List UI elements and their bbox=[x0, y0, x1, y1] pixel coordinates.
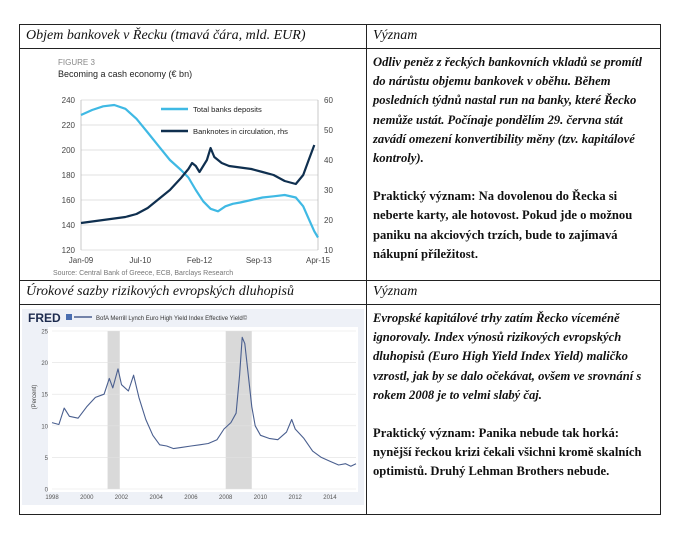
chart2-ytick: 5 bbox=[44, 455, 48, 462]
chart1-xtick: Jan-09 bbox=[68, 256, 94, 265]
chart2-ytick: 15 bbox=[41, 392, 48, 399]
row2-paragraph2: Praktický význam: Panika nebude tak horká: nynější řeckou krizi čekali všichni kromě skalních optimistů. Druhý Lehman Brothers nebude. bbox=[373, 426, 642, 479]
chart2-ytick: 25 bbox=[41, 329, 48, 336]
chart2-xtick: 2012 bbox=[288, 495, 302, 501]
fred-chart bbox=[22, 309, 364, 505]
chart2-ylabel: (Percent) bbox=[32, 384, 38, 410]
chart1-xtick: Apr-15 bbox=[305, 256, 331, 265]
row1-paragraph1: Odliv peněz z řeckých bankovních vkladů se promítl do nárůstu objemu bankovek v oběhu. Během posledních týdnů nastal run na banky, které Řecko nemůže ustát. Počínaje pondělím 29. června stát zavádí omezení konvertibility měny (tzv. kapitálové kontroly). bbox=[373, 55, 643, 166]
legend-banknotes: Banknotes in circulation, rhs bbox=[193, 127, 288, 136]
chart1-ytick-right: 50 bbox=[324, 126, 333, 135]
chart2-xtick: 2010 bbox=[253, 495, 268, 501]
chart2-xtick: 2004 bbox=[149, 495, 163, 501]
chart2-ytick: 0 bbox=[44, 487, 48, 494]
legend-total-deposits: Total banks deposits bbox=[193, 105, 262, 114]
row1-chart-cell bbox=[20, 49, 367, 281]
chart2-xtick: 2006 bbox=[184, 495, 198, 501]
banknotes-chart bbox=[23, 50, 363, 278]
row2-text-cell bbox=[367, 305, 661, 515]
recession-band bbox=[108, 331, 120, 489]
chart1-ytick-right: 30 bbox=[324, 186, 333, 195]
chart1-ytick-right: 20 bbox=[324, 216, 333, 225]
row2-left-header bbox=[20, 281, 367, 305]
chart2-ytick: 10 bbox=[41, 424, 48, 431]
chart1-xtick: Feb-12 bbox=[186, 256, 213, 265]
chart1-ytick-right: 60 bbox=[324, 96, 333, 105]
fred-logo: FRED bbox=[28, 311, 61, 325]
chart2-xtick: 2000 bbox=[80, 495, 94, 501]
row1-right-header: Význam bbox=[367, 25, 661, 49]
chart1-xtick: Jul-10 bbox=[129, 256, 152, 265]
chart2-xtick: 2014 bbox=[323, 495, 337, 501]
row2-left-header-emph: rizikových evropských dluhopisů bbox=[111, 284, 295, 299]
chart1-figure-label: FIGURE 3 bbox=[58, 58, 95, 67]
row1-left-header: Objem bankovek v Řecku (tmavá čára, mld. EUR) bbox=[20, 25, 367, 49]
chart1-ytick-left: 220 bbox=[61, 121, 75, 130]
chart1-ytick-left: 180 bbox=[61, 171, 75, 180]
chart2-xtick: 2008 bbox=[219, 495, 233, 501]
chart2-title: BofA Merrill Lynch Euro High Yield Index Effective Yield© bbox=[96, 316, 248, 322]
row1-paragraph2: Praktický význam: Na dovolenou do Řecka si neberte karty, ale hotovost. Pokud jde o možnou paniku na akciových trzích, bude to zajímavá nákupní příležitost. bbox=[373, 189, 633, 261]
chart1-ytick-left: 160 bbox=[61, 196, 75, 205]
chart2-xtick: 1998 bbox=[45, 495, 59, 501]
chart1-ytick-left: 140 bbox=[61, 221, 75, 230]
comparison-table bbox=[19, 24, 661, 515]
banknotes-line bbox=[81, 145, 314, 223]
chart1-xtick: Sep-13 bbox=[245, 256, 272, 265]
recession-band bbox=[226, 331, 252, 489]
chart1-source: Source: Central Bank of Greece, ECB, Barclays Research bbox=[53, 270, 234, 277]
row2-paragraph1: Evropské kapitálové trhy zatím Řecko víceméně ignorovaly. Index výnosů rizikových evropských dluhopisů (Euro High Yield Index Yield) maličko vzrostl, jak by se dalo očekávat, ovšem ve srovnání s rokem 2008 je to velmi slabý čaj. bbox=[373, 311, 642, 402]
row2-chart-cell bbox=[20, 305, 367, 515]
chart1-ytick-left: 240 bbox=[61, 96, 75, 105]
chart2-xtick: 2002 bbox=[114, 495, 129, 501]
chart1-ytick-left: 200 bbox=[61, 146, 75, 155]
chart1-ytick-left: 120 bbox=[61, 246, 75, 255]
row2-right-header: Význam bbox=[367, 281, 661, 305]
chart1-legend bbox=[161, 105, 288, 136]
row2-left-header-prefix: Úrokové sazby bbox=[26, 284, 112, 299]
row1-text-cell bbox=[367, 49, 661, 281]
chart1-ytick-right: 10 bbox=[324, 246, 333, 255]
chart1-title: Becoming a cash economy (€ bn) bbox=[58, 69, 193, 79]
chart2-ytick: 20 bbox=[41, 361, 48, 368]
chart1-ytick-right: 40 bbox=[324, 156, 333, 165]
